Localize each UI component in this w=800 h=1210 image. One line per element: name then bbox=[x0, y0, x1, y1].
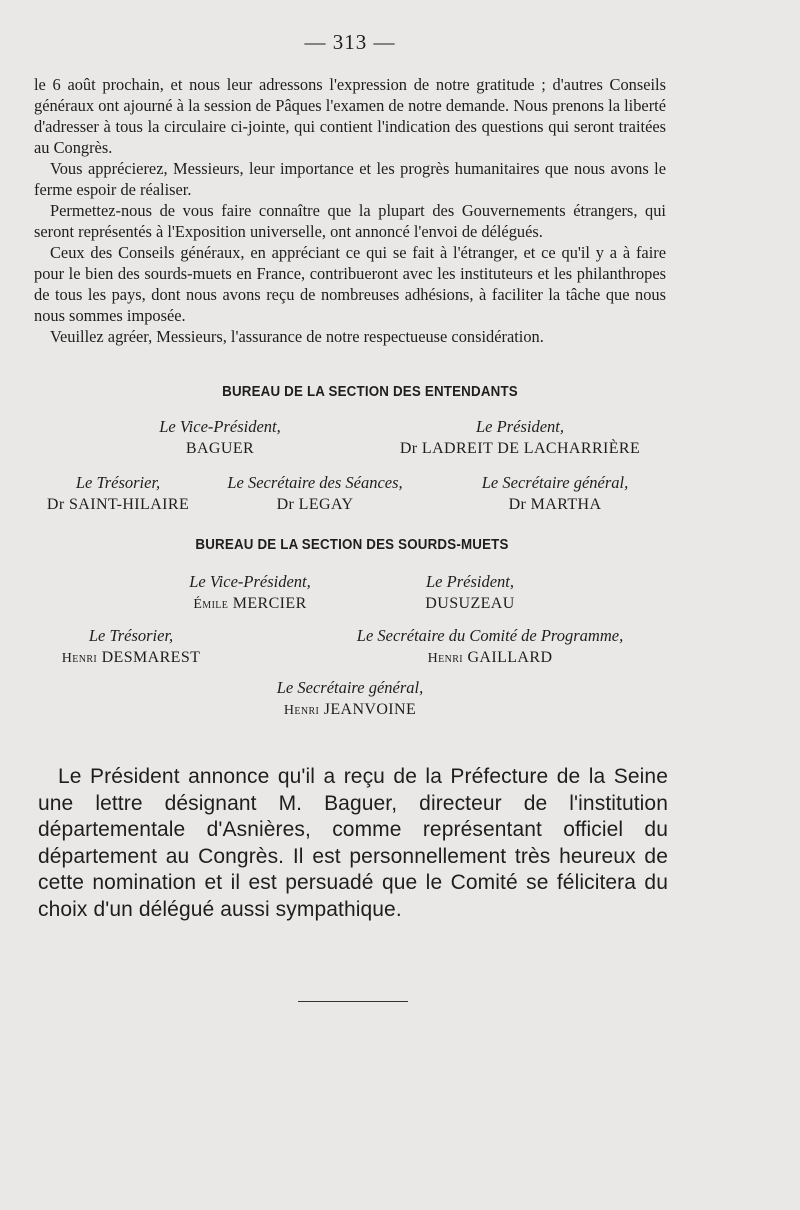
signature-role: Le Secrétaire général, bbox=[481, 473, 629, 492]
signature-role: Le Président, bbox=[426, 572, 514, 591]
signature-president-entendants bbox=[370, 416, 670, 460]
signature-role: Le Secrétaire du Comité de Programme, bbox=[356, 626, 624, 645]
intro-paragraph: Ceux des Conseils généraux, en appréciant ce qui se fait à l'étranger, et ce qu'il y a à faire pour le bien des sourds-muets en France, contribueront avec les instituteurs et les philanthropes de tous les pays, dont nous avons reçu de nombreuses adhésions, à faciliter la tâche que nous nous sommes imposée. bbox=[34, 243, 666, 325]
signature-tresorier-sourds-muets bbox=[26, 625, 236, 670]
signature-role: Le Trésorier, bbox=[88, 626, 174, 645]
signature-vice-president-sourds-muets bbox=[150, 571, 350, 616]
signature-role: Le Vice-Président, bbox=[189, 572, 311, 591]
signature-name: Dr LEGAY bbox=[276, 496, 354, 513]
signature-name: Dr MARTHA bbox=[508, 496, 602, 513]
signature-secretaire-comite-sourds-muets bbox=[305, 625, 675, 670]
bureau-sourds-muets-title: BUREAU DE LA SECTION DES SOURDS-MUETS bbox=[195, 537, 509, 553]
signature-role: Le Président, bbox=[476, 417, 564, 436]
signature-secretaire-general-sourds-muets bbox=[240, 677, 460, 722]
signature-tresorier-entendants bbox=[28, 472, 208, 516]
letter-text bbox=[34, 74, 666, 347]
signature-name: Dr LADREIT DE LACHARRIÈRE bbox=[399, 440, 641, 457]
intro-paragraph: Permettez-nous de vous faire connaître que la plupart des Gouvernements étrangers, qui seront représentés à l'Exposition universelle, ont annoncé l'envoi de délégués. bbox=[34, 201, 666, 241]
signature-name: Dr SAINT-HILAIRE bbox=[46, 496, 190, 513]
intro-paragraph: Veuillez agréer, Messieurs, l'assurance de notre respectueuse considération. bbox=[50, 327, 544, 346]
section-divider bbox=[298, 1001, 408, 1002]
signature-vice-president-entendants bbox=[110, 416, 330, 460]
signature-name: Henri GAILLARD bbox=[427, 649, 553, 666]
bureau-entendants-title: BUREAU DE LA SECTION DES ENTENDANTS bbox=[222, 384, 518, 400]
signature-role: Le Secrétaire général, bbox=[276, 678, 424, 697]
signature-name: DUSUZEAU bbox=[425, 595, 515, 612]
intro-paragraph: le 6 août prochain, et nous leur adressons l'expression de notre gratitude ; d'autres Conseils généraux ont ajourné à la session de Pâques l'examen de notre demande. Nous prenons la liberté d'adresser à tous la circulaire ci-jointe, qui contient l'indication des questions qui seront traitées au Congrès. bbox=[34, 75, 666, 157]
signature-secretaire-seances-entendants bbox=[200, 472, 430, 516]
signature-name: BAGUER bbox=[185, 440, 255, 457]
signature-role: Le Secrétaire des Séances, bbox=[227, 473, 403, 492]
signature-name: Henri DESMAREST bbox=[61, 649, 201, 666]
signature-role: Le Trésorier, bbox=[75, 473, 161, 492]
main-paragraph-block bbox=[38, 764, 668, 923]
intro-paragraph: Vous apprécierez, Messieurs, leur importance et les progrès humanitaires que nous avons le ferme espoir de réaliser. bbox=[34, 159, 666, 199]
main-paragraph: Le Président annonce qu'il a reçu de la Préfecture de la Seine une lettre désignant M. Baguer, directeur de l'institution départementale d'Asnières, comme représentant officiel du département au Congrès. Il est personnellement très heureux de cette nomination et il est persuadé que le Comité se félicitera du choix d'un délégué aussi sympathique. bbox=[38, 765, 668, 921]
signature-name: Henri JEANVOINE bbox=[283, 701, 417, 718]
signature-name: Émile MERCIER bbox=[193, 595, 307, 612]
signature-role: Le Vice-Président, bbox=[159, 417, 281, 436]
signature-secretaire-general-entendants bbox=[455, 472, 655, 516]
page-number: — 313 — bbox=[304, 30, 396, 54]
signature-president-sourds-muets bbox=[385, 571, 555, 615]
